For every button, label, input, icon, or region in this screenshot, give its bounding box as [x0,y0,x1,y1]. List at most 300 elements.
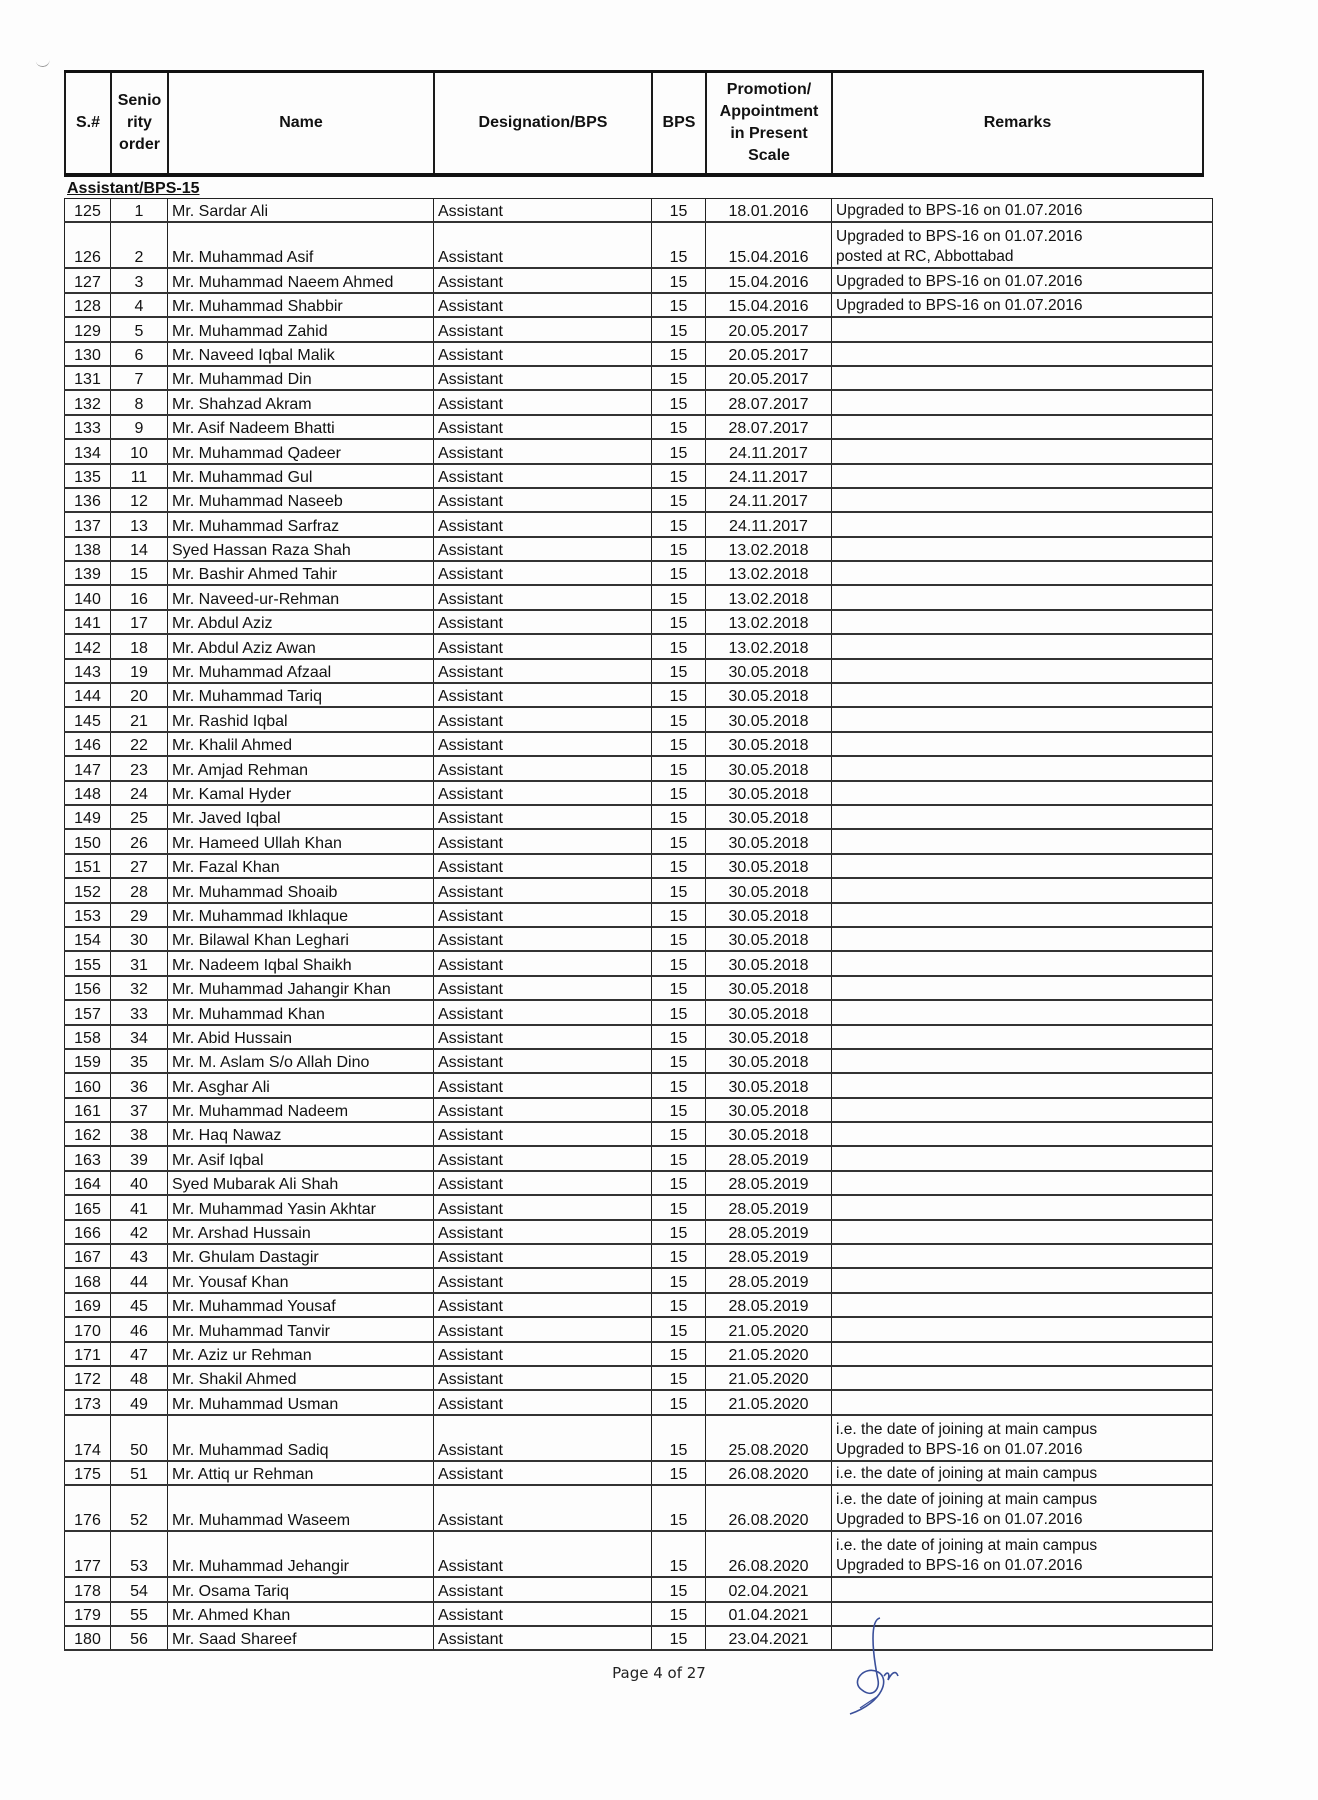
cell-seniority-order: 7 [111,366,168,390]
cell-name: Mr. Muhammad Shabbir [168,293,434,317]
cell-designation: Assistant [434,1293,652,1317]
cell-designation: Assistant [434,659,652,683]
remark-line: posted at RC, Abbottabad [836,248,1014,266]
cell-designation: Assistant [434,222,652,268]
cell-remarks [832,585,1213,609]
cell-designation: Assistant [434,903,652,927]
cell-name: Mr. Muhammad Naeem Ahmed [168,268,434,292]
cell-seniority-order: 17 [111,610,168,634]
cell-name: Mr. Bilawal Khan Leghari [168,927,434,951]
cell-bps: 15 [652,1461,706,1485]
table-row [65,1146,1213,1170]
cell-sno: 151 [65,854,111,878]
cell-sno: 147 [65,756,111,780]
cell-bps: 15 [652,1098,706,1122]
cell-designation: Assistant [434,805,652,829]
cell-name: Mr. M. Aslam S/o Allah Dino [168,1049,434,1073]
cell-seniority-order: 21 [111,707,168,731]
cell-seniority-order: 24 [111,781,168,805]
cell-seniority-order: 44 [111,1268,168,1292]
cell-bps: 15 [652,1531,706,1577]
cell-sno: 166 [65,1220,111,1244]
cell-name: Mr. Muhammad Tanvir [168,1317,434,1341]
cell-name: Mr. Naveed-ur-Rehman [168,585,434,609]
promotion-line-2: Appointment [719,103,819,120]
cell-bps: 15 [652,1000,706,1024]
table-row [65,1293,1213,1317]
seniority-line-3: order [119,136,160,153]
cell-promotion-date: 24.11.2017 [706,439,832,463]
cell-remarks [832,610,1213,634]
table-row [65,317,1213,341]
cell-remarks [832,1415,1213,1461]
cell-promotion-date: 30.05.2018 [706,707,832,731]
cell-remarks [832,732,1213,756]
cell-bps: 15 [652,1171,706,1195]
cell-bps: 15 [652,561,706,585]
cell-remarks [832,1122,1213,1146]
cell-promotion-date: 26.08.2020 [706,1531,832,1577]
cell-name: Mr. Abid Hussain [168,1025,434,1049]
cell-bps: 15 [652,1390,706,1414]
cell-bps: 15 [652,927,706,951]
cell-bps: 15 [652,293,706,317]
cell-bps: 15 [652,439,706,463]
cell-promotion-date: 02.04.2021 [706,1577,832,1601]
cell-remarks [832,707,1213,731]
table-row [65,488,1213,512]
cell-promotion-date: 30.05.2018 [706,854,832,878]
cell-promotion-date: 30.05.2018 [706,1000,832,1024]
cell-name: Mr. Muhammad Khan [168,1000,434,1024]
cell-name: Mr. Muhammad Naseeb [168,488,434,512]
cell-bps: 15 [652,1602,706,1626]
cell-bps: 15 [652,268,706,292]
cell-seniority-order: 40 [111,1171,168,1195]
cell-sno: 143 [65,659,111,683]
cell-name: Mr. Rashid Iqbal [168,707,434,731]
cell-name: Mr. Muhammad Nadeem [168,1098,434,1122]
table-row [65,537,1213,561]
cell-bps: 15 [652,903,706,927]
cell-name: Mr. Saad Shareef [168,1626,434,1650]
cell-seniority-order: 2 [111,222,168,268]
cell-name: Mr. Sardar Ali [168,199,434,223]
cell-sno: 168 [65,1268,111,1292]
cell-sno: 138 [65,537,111,561]
cell-remarks [832,951,1213,975]
cell-name: Mr. Muhammad Sarfraz [168,512,434,536]
cell-remarks [832,781,1213,805]
cell-bps: 15 [652,1220,706,1244]
cell-promotion-date: 30.05.2018 [706,829,832,853]
cell-bps: 15 [652,829,706,853]
cell-sno: 127 [65,268,111,292]
cell-name: Mr. Muhammad Ikhlaque [168,903,434,927]
cell-designation: Assistant [434,1268,652,1292]
table-row [65,683,1213,707]
table-row [65,1531,1213,1577]
column-header-seniority [111,72,168,176]
cell-bps: 15 [652,1342,706,1366]
cell-seniority-order: 22 [111,732,168,756]
cell-sno: 172 [65,1366,111,1390]
cell-promotion-date: 28.05.2019 [706,1268,832,1292]
cell-remarks [832,1073,1213,1097]
cell-name: Mr. Fazal Khan [168,854,434,878]
cell-seniority-order: 33 [111,1000,168,1024]
seniority-line-2: rity [127,114,152,131]
column-header-designation: Designation/BPS [434,72,652,176]
cell-sno: 131 [65,366,111,390]
cell-sno: 161 [65,1098,111,1122]
cell-designation: Assistant [434,854,652,878]
table-row [65,1577,1213,1601]
cell-sno: 180 [65,1626,111,1650]
cell-bps: 15 [652,1577,706,1601]
cell-bps: 15 [652,537,706,561]
cell-promotion-date: 30.05.2018 [706,781,832,805]
cell-designation: Assistant [434,634,652,658]
cell-seniority-order: 51 [111,1461,168,1485]
cell-remarks [832,222,1213,268]
cell-designation: Assistant [434,1485,652,1531]
cell-sno: 159 [65,1049,111,1073]
cell-seniority-order: 42 [111,1220,168,1244]
cell-bps: 15 [652,464,706,488]
table-row [65,390,1213,414]
cell-seniority-order: 35 [111,1049,168,1073]
cell-name: Mr. Asif Nadeem Bhatti [168,415,434,439]
cell-sno: 175 [65,1461,111,1485]
cell-sno: 134 [65,439,111,463]
cell-bps: 15 [652,1049,706,1073]
cell-sno: 154 [65,927,111,951]
cell-designation: Assistant [434,976,652,1000]
cell-remarks [832,464,1213,488]
cell-seniority-order: 9 [111,415,168,439]
cell-remarks [832,634,1213,658]
cell-seniority-order: 48 [111,1366,168,1390]
cell-seniority-order: 53 [111,1531,168,1577]
cell-bps: 15 [652,756,706,780]
remark-line: i.e. the date of joining at main campus [836,1537,1098,1555]
cell-remarks [832,927,1213,951]
cell-sno: 148 [65,781,111,805]
cell-promotion-date: 28.07.2017 [706,415,832,439]
cell-name: Mr. Muhammad Jehangir [168,1531,434,1577]
cell-remarks [832,488,1213,512]
cell-promotion-date: 18.01.2016 [706,199,832,223]
table-row [65,585,1213,609]
remark-line: Upgraded to BPS-16 on 01.07.2016 [836,1557,1083,1575]
cell-seniority-order: 54 [111,1577,168,1601]
cell-sno: 140 [65,585,111,609]
cell-seniority-order: 34 [111,1025,168,1049]
remark-line: Upgraded to BPS-16 on 01.07.2016 [836,272,1083,290]
cell-name: Mr. Abdul Aziz Awan [168,634,434,658]
cell-remarks [832,1244,1213,1268]
cell-remarks [832,1049,1213,1073]
cell-remarks [832,390,1213,414]
table-row [65,976,1213,1000]
table-row [65,1098,1213,1122]
table-row [65,1268,1213,1292]
cell-bps: 15 [652,659,706,683]
cell-sno: 152 [65,878,111,902]
seniority-line-1: Senio [117,92,162,109]
cell-name: Mr. Muhammad Sadiq [168,1415,434,1461]
pen-tick-mark [35,57,50,68]
cell-designation: Assistant [434,1171,652,1195]
cell-bps: 15 [652,488,706,512]
cell-remarks [832,659,1213,683]
cell-seniority-order: 38 [111,1122,168,1146]
cell-designation: Assistant [434,488,652,512]
cell-remarks [832,1146,1213,1170]
table-row [65,1602,1213,1626]
cell-name: Mr. Asif Iqbal [168,1146,434,1170]
promotion-line-3: in Present [730,125,808,142]
cell-name: Mr. Bashir Ahmed Tahir [168,561,434,585]
cell-promotion-date: 28.05.2019 [706,1293,832,1317]
cell-sno: 149 [65,805,111,829]
cell-promotion-date: 15.04.2016 [706,293,832,317]
cell-name: Mr. Shahzad Akram [168,390,434,414]
cell-sno: 162 [65,1122,111,1146]
cell-promotion-date: 20.05.2017 [706,317,832,341]
cell-promotion-date: 30.05.2018 [706,756,832,780]
table-row [65,439,1213,463]
remark-line: Upgraded to BPS-16 on 01.07.2016 [836,228,1083,246]
cell-sno: 178 [65,1577,111,1601]
cell-remarks [832,1366,1213,1390]
table-row [65,1220,1213,1244]
cell-designation: Assistant [434,829,652,853]
cell-seniority-order: 50 [111,1415,168,1461]
table-row [65,1415,1213,1461]
cell-sno: 156 [65,976,111,1000]
cell-sno: 163 [65,1146,111,1170]
cell-promotion-date: 20.05.2017 [706,342,832,366]
table-row [65,1000,1213,1024]
cell-name: Mr. Nadeem Iqbal Shaikh [168,951,434,975]
cell-seniority-order: 12 [111,488,168,512]
cell-bps: 15 [652,683,706,707]
column-header-bps: BPS [652,72,706,176]
cell-sno: 135 [65,464,111,488]
cell-remarks [832,1342,1213,1366]
cell-designation: Assistant [434,1390,652,1414]
cell-name: Mr. Abdul Aziz [168,610,434,634]
cell-bps: 15 [652,585,706,609]
cell-promotion-date: 30.05.2018 [706,1049,832,1073]
cell-promotion-date: 21.05.2020 [706,1317,832,1341]
cell-bps: 15 [652,732,706,756]
cell-bps: 15 [652,1268,706,1292]
table-row [65,1626,1213,1650]
table-row [65,1171,1213,1195]
table-row [65,268,1213,292]
cell-seniority-order: 37 [111,1098,168,1122]
cell-bps: 15 [652,1415,706,1461]
table-row [65,464,1213,488]
cell-designation: Assistant [434,342,652,366]
column-header-remarks: Remarks [832,72,1203,176]
cell-remarks [832,1577,1213,1601]
cell-designation: Assistant [434,1317,652,1341]
cell-bps: 15 [652,1293,706,1317]
cell-seniority-order: 31 [111,951,168,975]
cell-remarks [832,683,1213,707]
table-row [65,561,1213,585]
cell-designation: Assistant [434,1122,652,1146]
cell-sno: 176 [65,1485,111,1531]
cell-designation: Assistant [434,1220,652,1244]
cell-bps: 15 [652,342,706,366]
cell-designation: Assistant [434,1049,652,1073]
cell-promotion-date: 13.02.2018 [706,610,832,634]
cell-name: Mr. Hameed Ullah Khan [168,829,434,853]
cell-seniority-order: 3 [111,268,168,292]
cell-designation: Assistant [434,268,652,292]
cell-promotion-date: 28.05.2019 [706,1171,832,1195]
cell-promotion-date: 30.05.2018 [706,976,832,1000]
cell-seniority-order: 6 [111,342,168,366]
cell-seniority-order: 29 [111,903,168,927]
cell-promotion-date: 26.08.2020 [706,1485,832,1531]
cell-promotion-date: 15.04.2016 [706,222,832,268]
cell-name: Mr. Ghulam Dastagir [168,1244,434,1268]
cell-bps: 15 [652,317,706,341]
cell-remarks [832,199,1213,223]
cell-bps: 15 [652,1195,706,1219]
cell-name: Mr. Muhammad Shoaib [168,878,434,902]
remark-line: i.e. the date of joining at main campus [836,1420,1098,1438]
cell-bps: 15 [652,390,706,414]
table-row [65,903,1213,927]
cell-seniority-order: 43 [111,1244,168,1268]
cell-name: Syed Mubarak Ali Shah [168,1171,434,1195]
cell-sno: 141 [65,610,111,634]
cell-sno: 167 [65,1244,111,1268]
cell-seniority-order: 11 [111,464,168,488]
cell-designation: Assistant [434,1415,652,1461]
cell-seniority-order: 8 [111,390,168,414]
table-row [65,1195,1213,1219]
table-header [64,70,1204,177]
cell-sno: 133 [65,415,111,439]
cell-designation: Assistant [434,1626,652,1650]
remark-line: i.e. the date of joining at main campus [836,1491,1098,1509]
table-row [65,732,1213,756]
cell-promotion-date: 13.02.2018 [706,537,832,561]
cell-promotion-date: 30.05.2018 [706,732,832,756]
table-row [65,951,1213,975]
cell-remarks [832,878,1213,902]
cell-bps: 15 [652,199,706,223]
table-row [65,366,1213,390]
cell-remarks [832,537,1213,561]
cell-designation: Assistant [434,1073,652,1097]
cell-remarks [832,561,1213,585]
table-row [65,1390,1213,1414]
cell-bps: 15 [652,512,706,536]
column-header-promotion [706,72,832,176]
cell-bps: 15 [652,1366,706,1390]
cell-sno: 144 [65,683,111,707]
cell-seniority-order: 4 [111,293,168,317]
table-row [65,1317,1213,1341]
cell-remarks [832,1195,1213,1219]
cell-promotion-date: 30.05.2018 [706,927,832,951]
table-row [65,781,1213,805]
remark-line: i.e. the date of joining at main campus [836,1465,1098,1483]
cell-seniority-order: 30 [111,927,168,951]
cell-sno: 179 [65,1602,111,1626]
cell-promotion-date: 30.05.2018 [706,878,832,902]
table-row [65,293,1213,317]
cell-designation: Assistant [434,732,652,756]
cell-seniority-order: 18 [111,634,168,658]
cell-name: Mr. Asghar Ali [168,1073,434,1097]
cell-promotion-date: 30.05.2018 [706,805,832,829]
cell-bps: 15 [652,976,706,1000]
cell-bps: 15 [652,610,706,634]
cell-sno: 142 [65,634,111,658]
cell-sno: 177 [65,1531,111,1577]
cell-remarks [832,756,1213,780]
cell-name: Mr. Shakil Ahmed [168,1366,434,1390]
table-row [65,878,1213,902]
table-row [65,1122,1213,1146]
cell-seniority-order: 32 [111,976,168,1000]
cell-bps: 15 [652,854,706,878]
cell-sno: 128 [65,293,111,317]
cell-remarks [832,805,1213,829]
cell-promotion-date: 13.02.2018 [706,634,832,658]
cell-name: Mr. Arshad Hussain [168,1220,434,1244]
cell-designation: Assistant [434,415,652,439]
cell-sno: 129 [65,317,111,341]
cell-promotion-date: 30.05.2018 [706,1098,832,1122]
cell-remarks [832,512,1213,536]
cell-sno: 164 [65,1171,111,1195]
table-row [65,707,1213,731]
cell-promotion-date: 24.11.2017 [706,464,832,488]
cell-promotion-date: 15.04.2016 [706,268,832,292]
cell-designation: Assistant [434,439,652,463]
cell-sno: 170 [65,1317,111,1341]
cell-seniority-order: 1 [111,199,168,223]
cell-designation: Assistant [434,1195,652,1219]
cell-name: Mr. Muhammad Qadeer [168,439,434,463]
cell-remarks [832,1220,1213,1244]
table-row [65,222,1213,268]
cell-sno: 130 [65,342,111,366]
cell-designation: Assistant [434,585,652,609]
table-row [65,1342,1213,1366]
cell-designation: Assistant [434,1461,652,1485]
cell-name: Mr. Muhammad Jahangir Khan [168,976,434,1000]
cell-remarks [832,854,1213,878]
cell-seniority-order: 47 [111,1342,168,1366]
cell-bps: 15 [652,1244,706,1268]
cell-designation: Assistant [434,610,652,634]
cell-bps: 15 [652,1146,706,1170]
cell-name: Mr. Muhammad Yasin Akhtar [168,1195,434,1219]
cell-seniority-order: 16 [111,585,168,609]
